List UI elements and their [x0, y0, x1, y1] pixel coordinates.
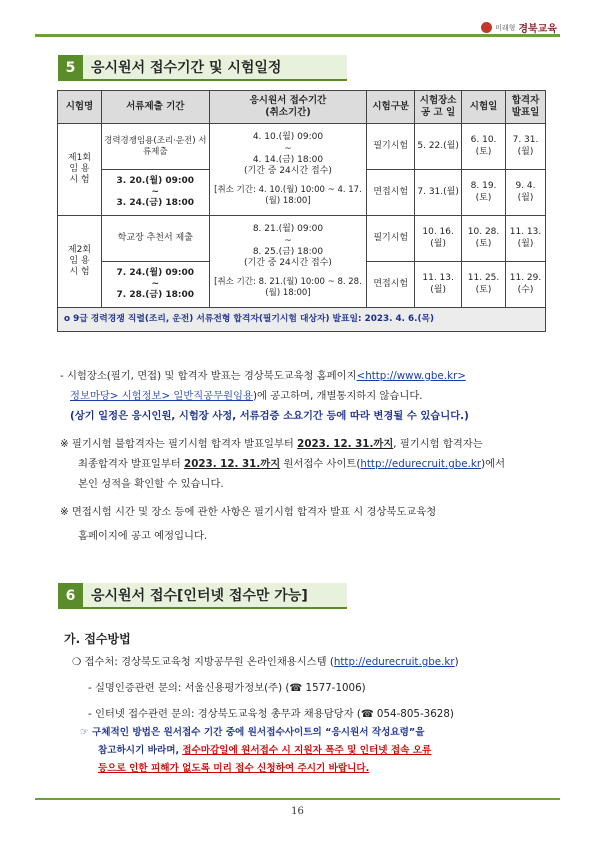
logo-icon	[481, 22, 492, 33]
exam-type: 필기시험	[367, 216, 415, 262]
notice-date: 11. 13.(월)	[415, 262, 462, 308]
deadline-date: 2023. 12. 31.까지	[184, 458, 281, 470]
docs-period: 7. 24.(월) 09:00 ~ 7. 28.(금) 18:00	[101, 262, 209, 308]
footer-rule	[35, 798, 560, 800]
method-list	[72, 652, 547, 778]
section-title: 응시원서 접수기간 및 시험일정	[83, 55, 347, 81]
page-number: 16	[291, 806, 304, 817]
table-note: o 9급 경력경쟁 직렬(조리, 운전) 서류전형 합격자(필기시험 대상자) 발표일: 2023. 4. 6.(목)	[58, 308, 546, 332]
list-item: - 실명인증관련 문의: 서울신용평가정보(주) (☎ 1577-1006)	[88, 682, 366, 694]
notice-date: 10. 16.(월)	[415, 216, 462, 262]
docs-period: 3. 20.(월) 09:00 ~ 3. 24.(금) 18:00	[101, 170, 209, 216]
exam-name: 제1회 임 용 시 험	[58, 124, 102, 216]
notice-date: 7. 31.(월)	[415, 170, 462, 216]
result-date: 7. 31.(월)	[506, 124, 546, 170]
table-row	[58, 216, 546, 262]
table-row	[58, 124, 546, 170]
schedule-table	[57, 90, 546, 332]
docs-desc: 경력경쟁임용(조리·운전) 서류제출	[101, 124, 209, 170]
deadline-date: 2023. 12. 31.까지	[297, 438, 394, 450]
paragraph-score-check: ※ 필기시험 불합격자는 필기시험 합격자 발표일부터 2023. 12. 31.까지, 필기시험 합격자는 최종합격자 발표일부터 2023. 12. 31.까지 원서접수 사이트(http://edurecruit.gbe.kr)에서 본인 성적을 확인할 수 있습니다.	[60, 438, 506, 490]
exam-type: 면접시험	[367, 170, 415, 216]
result-date: 11. 13.(월)	[506, 216, 546, 262]
th-exam: 시험명	[58, 91, 102, 124]
docs-desc: 학교장 추천서 제출	[101, 216, 209, 262]
exam-date: 11. 25.(토)	[462, 262, 506, 308]
board-link[interactable]: 정보마당> 시험정보> 일반직공무원임용	[70, 390, 253, 402]
apply-period: 8. 21.(월) 09:00 ~ 8. 25.(금) 18:00 (기간 중 24시간 접수) [취소 기간: 8. 21.(월) 10:00 ~ 8. 28.(월) 18:00]	[209, 216, 367, 308]
list-item-notice: ☞ 구체적인 방법은 원서접수 기간 중에 원서접수사이트의 “응시원서 작성요령”을 참고하시기 바라며, 접수마감일에 원서접수 시 지원자 폭주 및 인터넷 접속 오류 등으로 인한 피해가 없도록 미리 접수 신청하여 주시기 바랍니다.	[80, 727, 432, 774]
section-title: 응시원서 접수[인터넷 접수만 가능]	[83, 583, 347, 609]
logo	[481, 20, 557, 35]
th-type: 시험구분	[367, 91, 415, 124]
exam-type: 필기시험	[367, 124, 415, 170]
logo-text: 경북교육	[518, 24, 557, 35]
schedule-change-notice: (상기 일정은 응시인원, 시험장 사정, 서류검증 소요기간 등에 따라 변경될 수 있습니다.)	[70, 410, 469, 422]
notice-date: 5. 22.(월)	[415, 124, 462, 170]
exam-date: 8. 19.(토)	[462, 170, 506, 216]
logo-sub: 미래형	[495, 23, 516, 32]
edurecruit-link[interactable]: http://edurecruit.gbe.kr	[333, 656, 455, 668]
th-notice: 시험장소 공 고 일	[415, 91, 462, 124]
apply-period: 4. 10.(월) 09:00 ~ 4. 14.(금) 18:00 (기간 중 24시간 접수) [취소 기간: 4. 10.(월) 10:00 ~ 4. 17.(월) 18:00]	[209, 124, 367, 216]
result-date: 9. 4.(월)	[506, 170, 546, 216]
th-date: 시험일	[462, 91, 506, 124]
th-result: 합격자 발표일	[506, 91, 546, 124]
exam-date: 6. 10.(토)	[462, 124, 506, 170]
section-5-heading	[58, 55, 347, 81]
list-item: ❍ 접수처: 경상북도교육청 지방공무원 온라인채용시스템 (http://edurecruit.gbe.kr)	[72, 656, 459, 668]
exam-type: 면접시험	[367, 262, 415, 308]
table-note-row	[58, 308, 546, 332]
edurecruit-link[interactable]: http://edurecruit.gbe.kr	[360, 458, 482, 470]
table-header-row	[58, 91, 546, 124]
section-number: 5	[58, 55, 83, 81]
th-apply: 응시원서 접수기간 (취소기간)	[209, 91, 367, 124]
result-date: 11. 29.(수)	[506, 262, 546, 308]
list-item: - 인터넷 접수관련 문의: 경상북도교육청 총무과 채용담당자 (☎ 054-805-3628)	[88, 708, 454, 720]
paragraph-announcement: - 시험장소(필기, 면접) 및 합격자 발표는 경상북도교육청 홈페이지<http://www.gbe.kr> 정보마당> 시험정보> 일반직공무원임용)에 공고하며, 개별통지하지 않습니다. (상기 일정은 응시인원, 시험장 사정, 서류검증 소요기간 등에 따라 변경될 수 있습니다.)	[60, 366, 545, 426]
paragraph-interview: ※ 면접시험 시간 및 장소 등에 관한 사항은 필기시험 합격자 발표 시 경상북도교육청 홈페이지에 공고 예정입니다.	[60, 506, 437, 542]
homepage-link[interactable]: <http://www.gbe.kr>	[356, 370, 466, 382]
section-6-heading	[58, 583, 347, 609]
exam-date: 10. 28.(토)	[462, 216, 506, 262]
section-number: 6	[58, 583, 83, 609]
exam-name: 제2회 임 용 시 험	[58, 216, 102, 308]
subheading-method: 가. 접수방법	[64, 632, 131, 646]
th-docs: 서류제출 기간	[101, 91, 209, 124]
